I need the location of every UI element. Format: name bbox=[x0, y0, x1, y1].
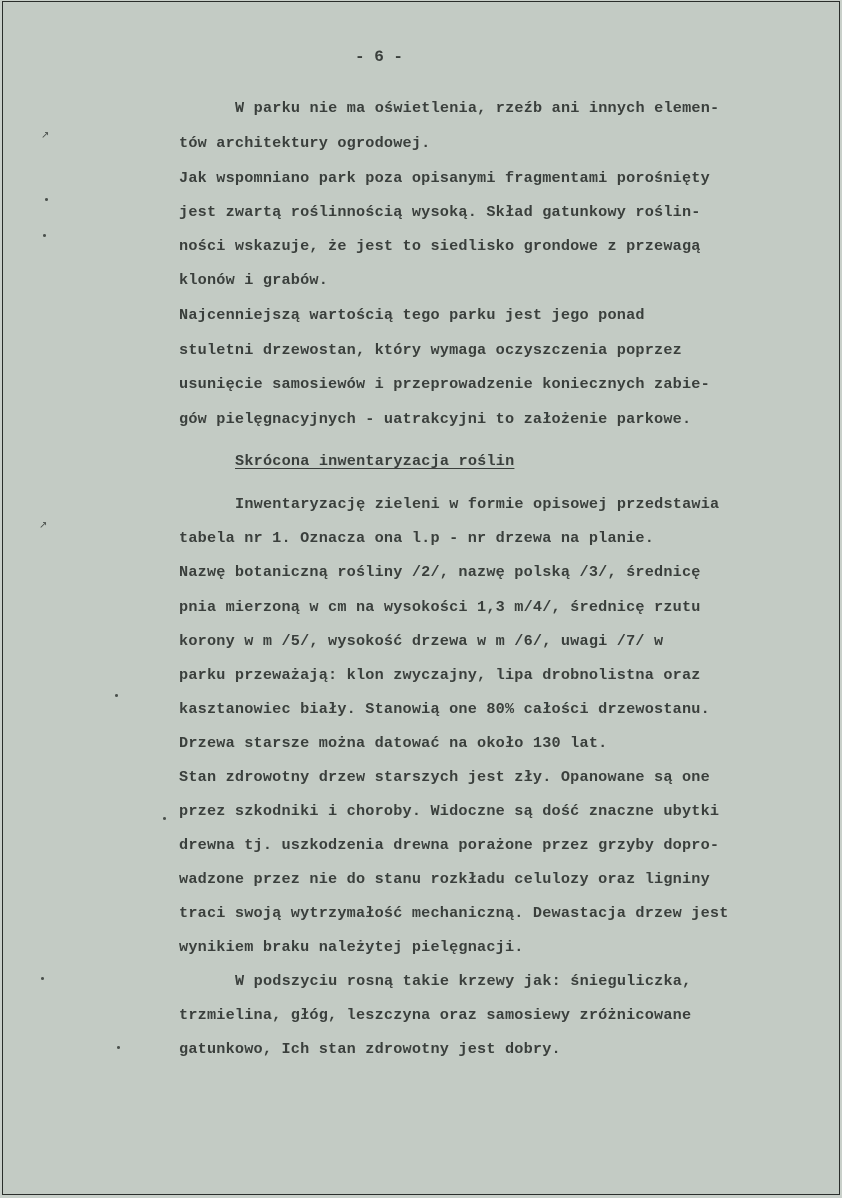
margin-mark bbox=[115, 694, 118, 697]
page-number: - 6 - bbox=[355, 48, 404, 66]
text-line-6: klonów i grabów. bbox=[179, 271, 329, 289]
text-line-13: tabela nr 1. Oznacza ona l.p - nr drzewa na planie. bbox=[179, 529, 655, 547]
text-line-1: W parku nie ma oświetlenia, rzeźb ani innych elemen- bbox=[235, 99, 720, 117]
text-line-10: gów pielęgnacyjnych - uatrakcyjni to założenie parkowe. bbox=[179, 410, 692, 428]
text-line-7: Najcenniejszą wartością tego parku jest jego ponad bbox=[179, 306, 645, 324]
text-line-15: pnia mierzoną w cm na wysokości 1,3 m/4/, średnicę rzutu bbox=[179, 598, 701, 616]
document-page bbox=[2, 1, 840, 1195]
text-line-17: parku przeważają: klon zwyczajny, lipa drobnolistna oraz bbox=[179, 666, 701, 684]
text-line-28: gatunkowo, Ich stan zdrowotny jest dobry. bbox=[179, 1040, 561, 1058]
text-line-9: usunięcie samosiewów i przeprowadzenie koniecznych zabie- bbox=[179, 375, 710, 393]
text-line-8: stuletni drzewostan, który wymaga oczyszczenia poprzez bbox=[179, 341, 682, 359]
text-line-23: wadzone przez nie do stanu rozkładu celulozy oraz ligniny bbox=[179, 870, 710, 888]
text-line-4: jest zwartą roślinnością wysoką. Skład gatunkowy roślin- bbox=[179, 203, 701, 221]
text-line-27: trzmielina, głóg, leszczyna oraz samosiewy zróżnicowane bbox=[179, 1006, 692, 1024]
text-line-2: tów architektury ogrodowej. bbox=[179, 134, 431, 152]
margin-mark bbox=[43, 234, 46, 237]
text-line-19: Drzewa starsze można datować na około 130 lat. bbox=[179, 734, 608, 752]
margin-mark: ↗ bbox=[41, 130, 50, 141]
margin-mark bbox=[45, 198, 48, 201]
text-line-21: przez szkodniki i choroby. Widoczne są dość znaczne ubytki bbox=[179, 802, 720, 820]
margin-mark: ↗ bbox=[39, 520, 48, 531]
text-line-12: Inwentaryzację zieleni w formie opisowej przedstawia bbox=[235, 495, 720, 513]
text-line-22: drewna tj. uszkodzenia drewna porażone przez grzyby dopro- bbox=[179, 836, 720, 854]
text-line-3: Jak wspomniano park poza opisanymi fragmentami porośnięty bbox=[179, 169, 710, 187]
text-line-20: Stan zdrowotny drzew starszych jest zły. Opanowane są one bbox=[179, 768, 710, 786]
text-line-25: wynikiem braku należytej pielęgnacji. bbox=[179, 938, 524, 956]
text-line-26: W podszyciu rosną takie krzewy jak: śnieguliczka, bbox=[235, 972, 692, 990]
margin-mark bbox=[117, 1046, 120, 1049]
text-line-14: Nazwę botaniczną rośliny /2/, nazwę polską /3/, średnicę bbox=[179, 563, 701, 581]
section-heading: Skrócona inwentaryzacja roślin bbox=[235, 452, 515, 470]
text-line-18: kasztanowiec biały. Stanowią one 80% całości drzewostanu. bbox=[179, 700, 710, 718]
margin-mark bbox=[41, 977, 44, 980]
text-line-16: korony w m /5/, wysokość drzewa w m /6/, uwagi /7/ w bbox=[179, 632, 664, 650]
margin-mark bbox=[163, 817, 166, 820]
text-line-5: ności wskazuje, że jest to siedlisko grondowe z przewagą bbox=[179, 237, 701, 255]
text-line-24: traci swoją wytrzymałość mechaniczną. Dewastacja drzew jest bbox=[179, 904, 729, 922]
